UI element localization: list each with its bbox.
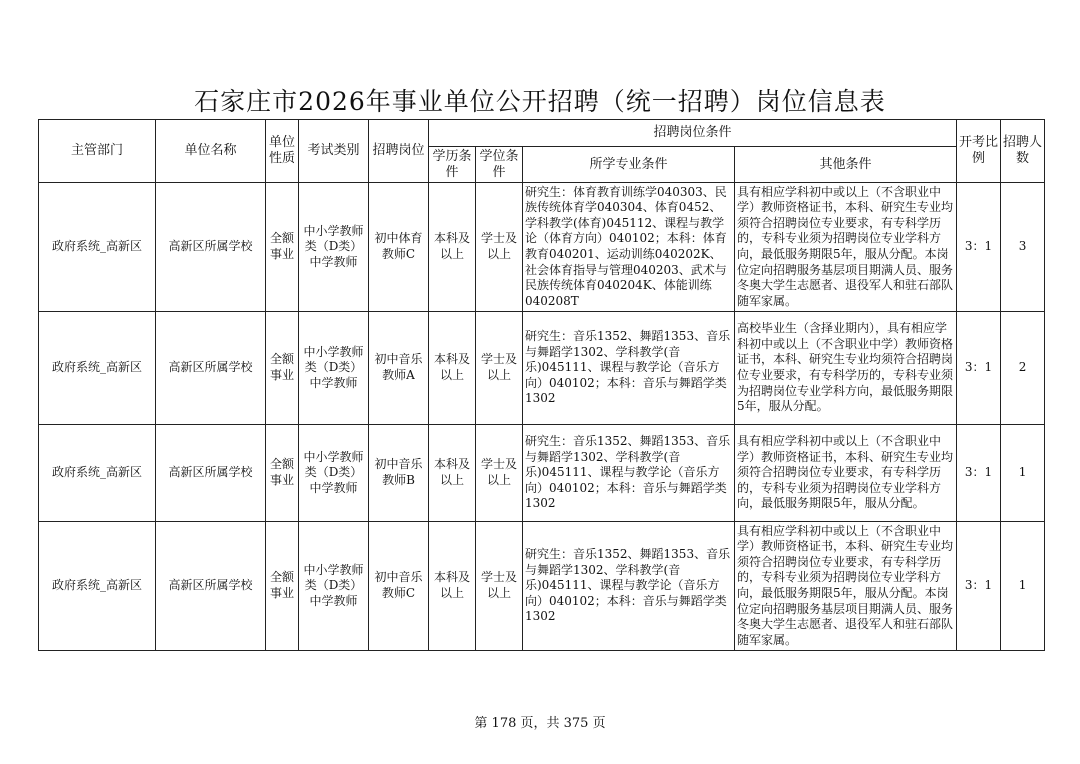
cell-exam: 中小学教师类（D类）中学教师 — [299, 183, 369, 312]
cell-nature: 全额事业 — [266, 183, 299, 312]
cell-exam: 中小学教师类（D类）中学教师 — [299, 425, 369, 522]
cell-nature: 全额事业 — [266, 522, 299, 651]
cell-major: 研究生：音乐1352、舞蹈1353、音乐与舞蹈学1302、学科教学(音乐)045111、课程与教学论（音乐方向）040102；本科：音乐与舞蹈学类1302 — [523, 425, 735, 522]
cell-edu: 本科及以上 — [429, 312, 476, 425]
cell-major: 研究生：体育教育训练学040303、民族传统体育学040304、体育0452、学科教学(体育)045112、课程与教学论（体育方向）040102；本科：体育教育040201、运动训练040202K、社会体育指导与管理040203、武术与民族传统体育040204K、体能训练040208T — [523, 183, 735, 312]
cell-degree: 学士及以上 — [476, 183, 523, 312]
cell-degree: 学士及以上 — [476, 522, 523, 651]
header-nature: 单位性质 — [266, 120, 299, 183]
header-edu: 学历条件 — [429, 147, 476, 183]
cell-degree: 学士及以上 — [476, 312, 523, 425]
cell-count: 3 — [1001, 183, 1045, 312]
page-title: 石家庄市2026年事业单位公开招聘（统一招聘）岗位信息表 — [194, 87, 886, 116]
cell-ratio: 3：1 — [957, 425, 1001, 522]
cell-edu: 本科及以上 — [429, 183, 476, 312]
cell-other: 具有相应学科初中或以上（不含职业中学）教师资格证书，本科、研究生专业均须符合招聘岗位专业要求，有专科学历的，专科专业须为招聘岗位专业学科方向，最低服务期限5年，服从分配。 — [735, 425, 957, 522]
job-info-table — [38, 119, 1045, 651]
cell-ratio: 3：1 — [957, 183, 1001, 312]
header-major: 所学专业条件 — [523, 147, 735, 183]
cell-ratio: 3：1 — [957, 312, 1001, 425]
cell-edu: 本科及以上 — [429, 522, 476, 651]
cell-dept: 政府系统_高新区 — [39, 522, 156, 651]
header-count: 招聘人数 — [1001, 120, 1045, 183]
cell-dept: 政府系统_高新区 — [39, 425, 156, 522]
cell-post: 初中音乐教师A — [369, 312, 429, 425]
header-dept: 主管部门 — [39, 120, 156, 183]
header-unit: 单位名称 — [156, 120, 266, 183]
cell-nature: 全额事业 — [266, 425, 299, 522]
header-degree: 学位条件 — [476, 147, 523, 183]
cell-other: 具有相应学科初中或以上（不含职业中学）教师资格证书，本科、研究生专业均须符合招聘岗位专业要求，有专科学历的，专科专业须为招聘岗位专业学科方向，最低服务期限5年，服从分配。本岗位定向招聘服务基层项目期满人员、服务冬奥大学生志愿者、退役军人和驻石部队随军家属。 — [735, 522, 957, 651]
cell-ratio: 3：1 — [957, 522, 1001, 651]
cell-nature: 全额事业 — [266, 312, 299, 425]
cell-post: 初中体育教师C — [369, 183, 429, 312]
cell-post: 初中音乐教师B — [369, 425, 429, 522]
table-row — [39, 522, 1045, 651]
page-number: 第 178 页，共 375 页 — [474, 716, 606, 731]
cell-count: 1 — [1001, 522, 1045, 651]
cell-count: 1 — [1001, 425, 1045, 522]
table-row — [39, 183, 1045, 312]
cell-degree: 学士及以上 — [476, 425, 523, 522]
header-ratio: 开考比例 — [957, 120, 1001, 183]
cell-exam: 中小学教师类（D类）中学教师 — [299, 522, 369, 651]
header-exam: 考试类别 — [299, 120, 369, 183]
cell-unit: 高新区所属学校 — [156, 522, 266, 651]
table-row — [39, 425, 1045, 522]
cell-dept: 政府系统_高新区 — [39, 312, 156, 425]
cell-unit: 高新区所属学校 — [156, 183, 266, 312]
cell-major: 研究生：音乐1352、舞蹈1353、音乐与舞蹈学1302、学科教学(音乐)045111、课程与教学论（音乐方向）040102；本科：音乐与舞蹈学类1302 — [523, 522, 735, 651]
cell-exam: 中小学教师类（D类）中学教师 — [299, 312, 369, 425]
cell-post: 初中音乐教师C — [369, 522, 429, 651]
header-other: 其他条件 — [735, 147, 957, 183]
cell-edu: 本科及以上 — [429, 425, 476, 522]
cell-other: 具有相应学科初中或以上（不含职业中学）教师资格证书，本科、研究生专业均须符合招聘岗位专业要求，有专科学历的，专科专业须为招聘岗位专业学科方向，最低服务期限5年，服从分配。本岗位定向招聘服务基层项目期满人员、服务冬奥大学生志愿者、退役军人和驻石部队随军家属。 — [735, 183, 957, 312]
table-row — [39, 312, 1045, 425]
cell-unit: 高新区所属学校 — [156, 312, 266, 425]
cell-dept: 政府系统_高新区 — [39, 183, 156, 312]
cell-major: 研究生：音乐1352、舞蹈1353、音乐与舞蹈学1302、学科教学(音乐)045111、课程与教学论（音乐方向）040102；本科：音乐与舞蹈学类1302 — [523, 312, 735, 425]
header-post: 招聘岗位 — [369, 120, 429, 183]
cell-unit: 高新区所属学校 — [156, 425, 266, 522]
cell-count: 2 — [1001, 312, 1045, 425]
header-conditions: 招聘岗位条件 — [429, 120, 957, 147]
cell-other: 高校毕业生（含择业期内），具有相应学科初中或以上（不含职业中学）教师资格证书，本科、研究生专业均须符合招聘岗位专业要求，有专科学历的，专科专业须为招聘岗位专业学科方向，最低服务期限5年，服从分配。 — [735, 312, 957, 425]
